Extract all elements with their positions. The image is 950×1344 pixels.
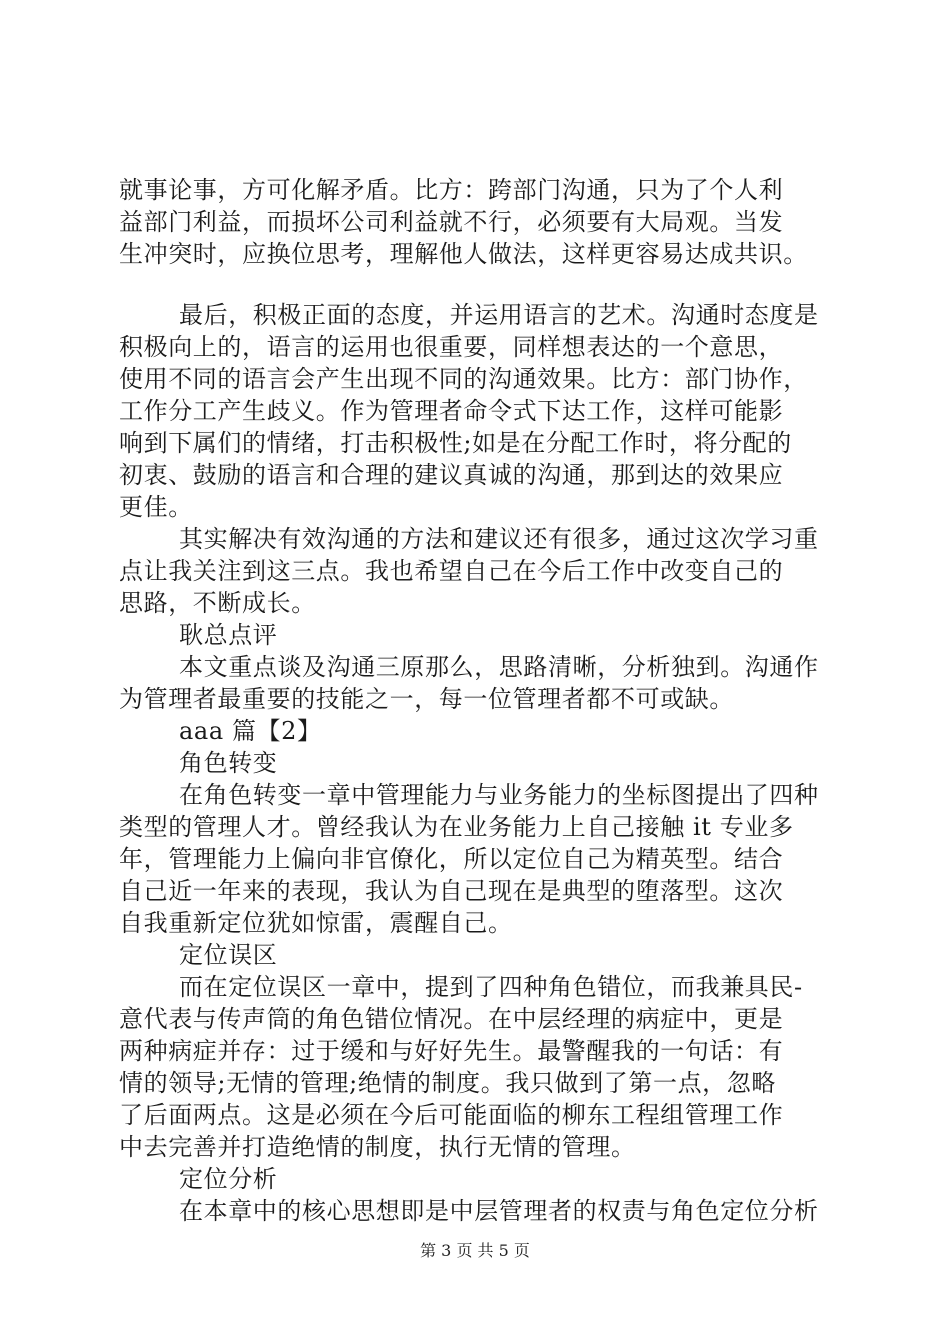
body-line: 自我重新定位犹如惊雷，震醒自己。 [119,909,513,937]
section-heading: 耿总点评 [179,621,278,649]
section-heading: 定位分析 [179,1165,278,1193]
body-line: 为管理者最重要的技能之一，每一位管理者都不可或缺。 [119,685,734,713]
paragraph-start-line: 在角色转变一章中管理能力与业务能力的坐标图提出了四种 [179,781,819,809]
body-line: 思路，不断成长。 [119,589,316,617]
body-line: 自己近一年来的表现，我认为自己现在是典型的堕落型。这次 [119,877,784,905]
body-line: 生冲突时，应换位思考，理解他人做法，这样更容易达成共识。 [119,240,808,268]
section-heading: 角色转变 [179,749,278,777]
body-line: 情的领导;无情的管理;绝情的制度。我只做到了第一点，忽略 [119,1069,776,1097]
paragraph-gap [119,270,855,299]
paragraph-start-line: 最后，积极正面的态度，并运用语言的艺术。沟通时态度是 [179,301,819,329]
body-line: 更佳。 [119,493,193,521]
page-footer [0,1240,950,1262]
body-line: 中去完善并打造绝情的制度，执行无情的管理。 [119,1133,636,1161]
document-body [119,174,855,1227]
body-line: 类型的管理人才。曾经我认为在业务能力上自己接触 it 专业多 [119,813,794,841]
body-line: 年，管理能力上偏向非官僚化，所以定位自己为精英型。结合 [119,845,784,873]
body-line: 积极向上的，语言的运用也很重要，同样想表达的一个意思， [119,333,784,361]
body-line: 初衷、鼓励的语言和合理的建议真诚的沟通，那到达的效果应 [119,461,784,489]
body-line: 两种病症并存：过于缓和与好好先生。最警醒我的一句话：有 [119,1037,784,1065]
body-line: 意代表与传声筒的角色错位情况。在中层经理的病症中，更是 [119,1005,784,1033]
body-line: 响到下属们的情绪，打击积极性;如是在分配工作时，将分配的 [119,429,792,457]
section-heading: 定位误区 [179,941,278,969]
body-line: 点让我关注到这三点。我也希望自己在今后工作中改变自己的 [119,557,784,585]
paragraph-start-line: 本文重点谈及沟通三原那么，思路清晰，分析独到。沟通作 [179,653,819,681]
body-line: 就事论事，方可化解矛盾。比方：跨部门沟通，只为了个人利 [119,176,784,204]
body-line: 使用不同的语言会产生出现不同的沟通效果。比方：部门协作， [119,365,808,393]
section-heading: aaa 篇【2】 [179,717,322,745]
body-line: 工作分工产生歧义。作为管理者命令式下达工作，这样可能影 [119,397,784,425]
body-line: 了后面两点。这是必须在今后可能面临的柳东工程组管理工作 [119,1101,784,1129]
body-line: 益部门利益，而损坏公司利益就不行，必须要有大局观。当发 [119,208,784,236]
paragraph-start-line: 其实解决有效沟通的方法和建议还有很多，通过这次学习重 [179,525,819,553]
paragraph-start-line: 而在定位误区一章中，提到了四种角色错位，而我兼具民- [179,973,803,1001]
page-number-label: 第 3 页 共 5 页 [420,1241,530,1260]
paragraph-start-line: 在本章中的核心思想即是中层管理者的权责与角色定位分析 [179,1197,819,1225]
